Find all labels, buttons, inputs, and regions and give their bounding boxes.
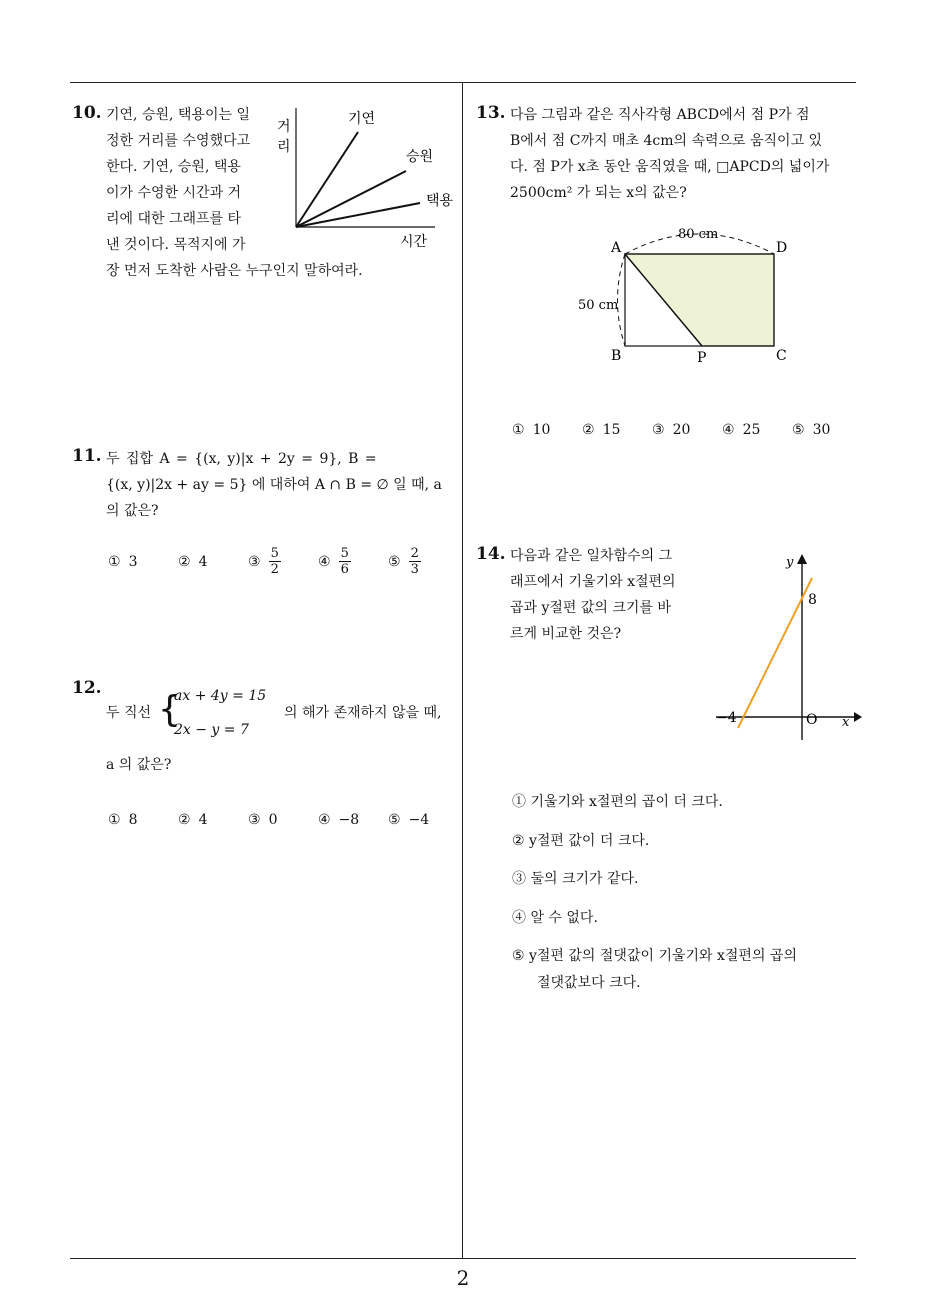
q11-line: {(x, y)|2x + ay = 5} 에 대하여 A ∩ B = ∅ 일 때, a (106, 477, 442, 493)
q14-number: 14. (476, 544, 506, 564)
header-rule (70, 82, 856, 83)
q12-system-brace: { (158, 689, 181, 730)
q10-line-taekyong (296, 203, 420, 227)
q12-suffix: 의 해가 존재하지 않을 때, (284, 705, 442, 721)
choice-value: 30 (812, 422, 831, 438)
q10-distance-time-graph (270, 100, 460, 260)
q13-number: 13. (476, 103, 506, 123)
q12-choice-3[interactable] (248, 812, 318, 828)
q13-choice-4[interactable] (722, 422, 792, 438)
q10-series-label: 기연 (348, 111, 376, 127)
choice-mark: ⑤ (388, 553, 401, 570)
q10-series-label: 승원 (406, 149, 434, 165)
q14-y-intercept-label: 8 (808, 592, 817, 608)
choice-mark: ① (512, 422, 525, 438)
q13-choice-2[interactable] (582, 422, 652, 438)
choice-value: 20 (672, 422, 691, 438)
choice-mark: ④ (318, 553, 331, 570)
choice-mark: ② (178, 553, 191, 570)
choice-mark: ④ (318, 812, 331, 828)
q13-side-dimension-arc (618, 254, 626, 346)
fraction-denominator: 3 (410, 562, 419, 577)
q12-number: 12. (72, 678, 102, 698)
choice-value: 15 (602, 422, 621, 438)
q12-choice-1[interactable] (108, 812, 178, 828)
choice-mark: ③ (248, 553, 261, 570)
q14-linear-graph (712, 550, 862, 745)
choice-mark: ③ (248, 812, 261, 828)
choice-value: 4 (198, 553, 208, 570)
q10-line-giyeon (296, 132, 358, 227)
q13-line: 다. 점 P가 x초 동안 움직였을 때, □APCD의 넓이가 (510, 159, 830, 175)
q14-option-4[interactable]: ④ 알 수 없다. (512, 910, 598, 926)
q12-question: a 의 값은? (106, 757, 172, 773)
q13-rectangle-figure (570, 222, 810, 372)
q13-line: 다음 그림과 같은 직사각형 ABCD에서 점 P가 점 (510, 107, 810, 123)
choice-fraction (339, 546, 351, 577)
page-number: 2 (456, 1266, 470, 1290)
q10-text (106, 102, 363, 284)
q13-line: 2500cm² 가 되는 x의 값은? (510, 185, 687, 201)
fraction-denominator: 6 (340, 562, 349, 577)
q11-text-cont (106, 472, 456, 524)
q10-line-seungwon (296, 171, 406, 227)
q10-line: 기연, 승원, 택용이는 일 (106, 107, 250, 123)
q13-choice-3[interactable] (652, 422, 722, 438)
q12-choice-5[interactable] (388, 812, 458, 828)
q11-line: 의 값은? (106, 503, 159, 519)
q14-y-label: y (786, 555, 794, 570)
choice-value: 25 (742, 422, 761, 438)
q13-label-c: C (776, 348, 787, 364)
choice-value: 4 (198, 812, 208, 828)
q14-origin-label: O (806, 712, 818, 728)
q14-option-3[interactable]: ③ 둘의 크기가 같다. (512, 871, 639, 887)
q13-label-p: P (697, 350, 707, 366)
q10-series-label: 택용 (426, 193, 454, 209)
footer-rule (70, 1258, 856, 1259)
q12-choice-2[interactable] (178, 812, 248, 828)
choice-mark: ② (178, 812, 191, 828)
q12-choices (108, 812, 458, 828)
choice-mark: ① (108, 553, 121, 570)
q14-line: 다음과 같은 일차함수의 그 (510, 548, 673, 564)
choice-mark: ⑤ (388, 812, 401, 828)
q10-line: 이가 수영한 시간과 거 (106, 185, 242, 201)
column-divider (462, 82, 463, 1258)
choice-mark: ③ (652, 422, 665, 438)
choice-mark: ① (108, 812, 121, 828)
q11-number: 11. (72, 446, 102, 466)
q14-text (510, 543, 710, 647)
choice-mark: ④ (722, 422, 735, 438)
q14-line: 래프에서 기울기와 x절편의 (510, 574, 676, 590)
choice-value: −4 (408, 812, 430, 828)
q13-label-d: D (776, 240, 788, 256)
q10-line: 한다. 기연, 승원, 택용 (106, 159, 241, 175)
q10-ylabel: 거 (277, 119, 291, 135)
q14-option-5-cont: 절댓값보다 크다. (537, 975, 641, 991)
fraction-denominator: 2 (270, 562, 279, 577)
q13-shaded-apcd (625, 254, 774, 346)
choice-value: 3 (128, 553, 138, 570)
fraction-numerator: 5 (270, 546, 279, 561)
q13-label-a: A (611, 240, 622, 256)
q14-x-intercept-label: −4 (716, 710, 737, 726)
q13-choice-5[interactable] (792, 422, 862, 438)
choice-value: −8 (338, 812, 360, 828)
choice-value: 10 (532, 422, 551, 438)
q10-line: 낸 것이다. 목적지에 가 (106, 237, 246, 253)
q10-line: 정한 거리를 수영했다고 (106, 133, 251, 149)
q10-xlabel: 시간 (400, 234, 428, 250)
q12-prefix: 두 직선 (106, 705, 152, 721)
q10-line: 리에 대한 그래프를 타 (106, 211, 242, 227)
q11-choice-4[interactable] (318, 546, 388, 577)
q12-choice-4[interactable] (318, 812, 388, 828)
q11-line: 두 집합 A = {(x, y)|x + 2y = 9}, B = (106, 451, 377, 467)
q12-eq2: 2x − y = 7 (174, 722, 249, 738)
q11-choices (108, 546, 458, 577)
q13-choice-1[interactable] (512, 422, 582, 438)
q14-x-label: x (842, 715, 850, 730)
q13-side-length: 50 cm (578, 298, 619, 313)
q14-x-arrow-icon (854, 712, 862, 722)
q12-eq1: ax + 4y = 15 (174, 688, 267, 704)
q14-line: 르게 비교한 것은? (510, 626, 622, 642)
q10-ylabel: 리 (277, 139, 291, 155)
q14-function-line (738, 578, 812, 728)
q14-option-1[interactable]: ① 기울기와 x절편의 곱이 더 크다. (512, 794, 723, 810)
choice-mark: ② (582, 422, 595, 438)
q14-line: 곱과 y절편 값의 크기를 바 (510, 600, 671, 616)
choice-mark: ⑤ (792, 422, 805, 438)
q14-option-2[interactable]: ② y절편 값이 더 크다. (512, 833, 650, 849)
q13-label-b: B (611, 348, 622, 364)
choice-fraction (269, 546, 281, 577)
q13-text (510, 102, 855, 206)
q11-choice-5[interactable] (388, 546, 458, 577)
choice-value: 0 (268, 812, 278, 828)
q13-top-length: 80 cm (678, 227, 719, 242)
fraction-numerator: 5 (340, 546, 349, 561)
q10-number: 10. (72, 103, 102, 123)
q13-line: B에서 점 C까지 매초 4cm의 속력으로 움직이고 있 (510, 133, 823, 149)
q10-line: 장 먼저 도착한 사람은 누구인지 말하여라. (106, 263, 363, 279)
fraction-numerator: 2 (410, 546, 419, 561)
choice-fraction (409, 546, 421, 577)
q14-option-5[interactable]: ⑤ y절편 값의 절댓값이 기울기와 x절편의 곱의 (512, 948, 797, 964)
q11-choice-3[interactable] (248, 546, 318, 577)
q14-y-arrow-icon (797, 554, 807, 564)
q11-choice-1[interactable] (108, 546, 178, 577)
choice-value: 8 (128, 812, 138, 828)
q11-choice-2[interactable] (178, 546, 248, 577)
q11-text (106, 446, 456, 472)
q13-choices (512, 422, 862, 438)
